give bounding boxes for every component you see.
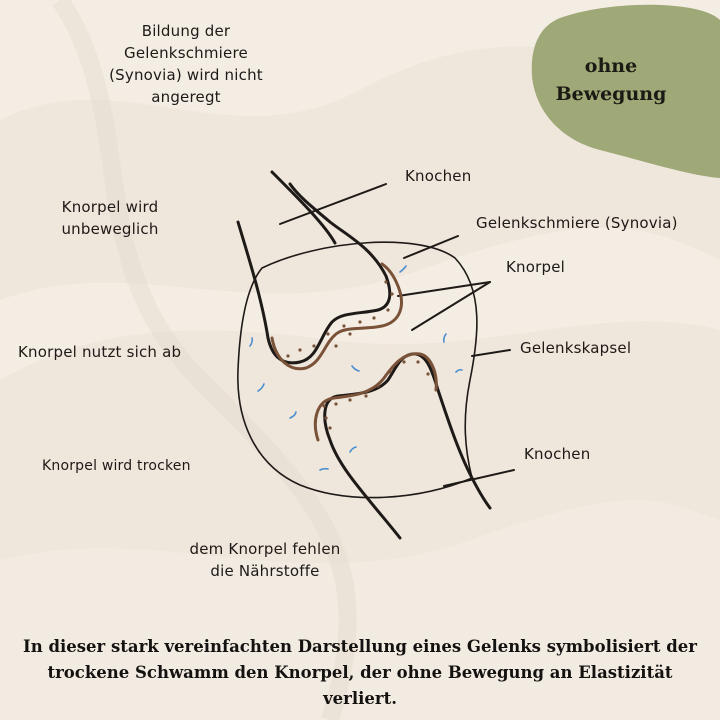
- leader-knochen-bottom: [444, 470, 514, 486]
- upper-cartilage: [272, 264, 401, 369]
- note-nutrients-line-1: dem Knorpel fehlen: [189, 540, 341, 558]
- label-knorpel: Knorpel: [506, 258, 566, 276]
- caption: [14, 634, 706, 712]
- label-gelenkskapsel: Gelenkskapsel: [520, 339, 632, 357]
- caption-line-2: trockene Schwamm den Knorpel, der ohne Bewegung an Elastizität: [47, 663, 673, 682]
- leader-knorpel-2: [412, 282, 490, 330]
- lower-cartilage: [315, 354, 436, 440]
- note-dries: Knorpel wird trocken: [42, 458, 191, 474]
- caption-line-1: In dieser stark vereinfachten Darstellung eines Gelenks symbolisiert der: [23, 637, 697, 656]
- note-wears: Knorpel nutzt sich ab: [18, 343, 182, 361]
- lower-bone-outer: [325, 354, 490, 538]
- label-knochen-bottom: Knochen: [524, 445, 591, 463]
- leader-knorpel-1: [398, 282, 490, 296]
- note-synovia-line-1: Bildung der: [141, 22, 231, 40]
- label-synovia: Gelenkschmiere (Synovia): [476, 214, 678, 232]
- badge-line-1: ohne: [584, 55, 638, 77]
- note-nutrients-line-2: die Nährstoffe: [210, 562, 320, 580]
- label-knochen-top: Knochen: [405, 167, 472, 185]
- note-nutrients: [170, 538, 360, 582]
- note-synovia: [86, 20, 286, 108]
- note-synovia-line-3: (Synovia) wird nicht: [109, 66, 263, 84]
- badge-line-2: Bewegung: [555, 83, 667, 105]
- note-synovia-line-4: angeregt: [151, 88, 221, 106]
- note-cartilage-immobile: [40, 196, 180, 240]
- leader-gelenkskapsel: [472, 350, 510, 356]
- caption-line-3: verliert.: [323, 689, 397, 708]
- note-cartilage-immobile-line-2: unbeweglich: [61, 220, 159, 238]
- note-cartilage-immobile-line-1: Knorpel wird: [61, 198, 159, 216]
- note-synovia-line-2: Gelenkschmiere: [124, 44, 248, 62]
